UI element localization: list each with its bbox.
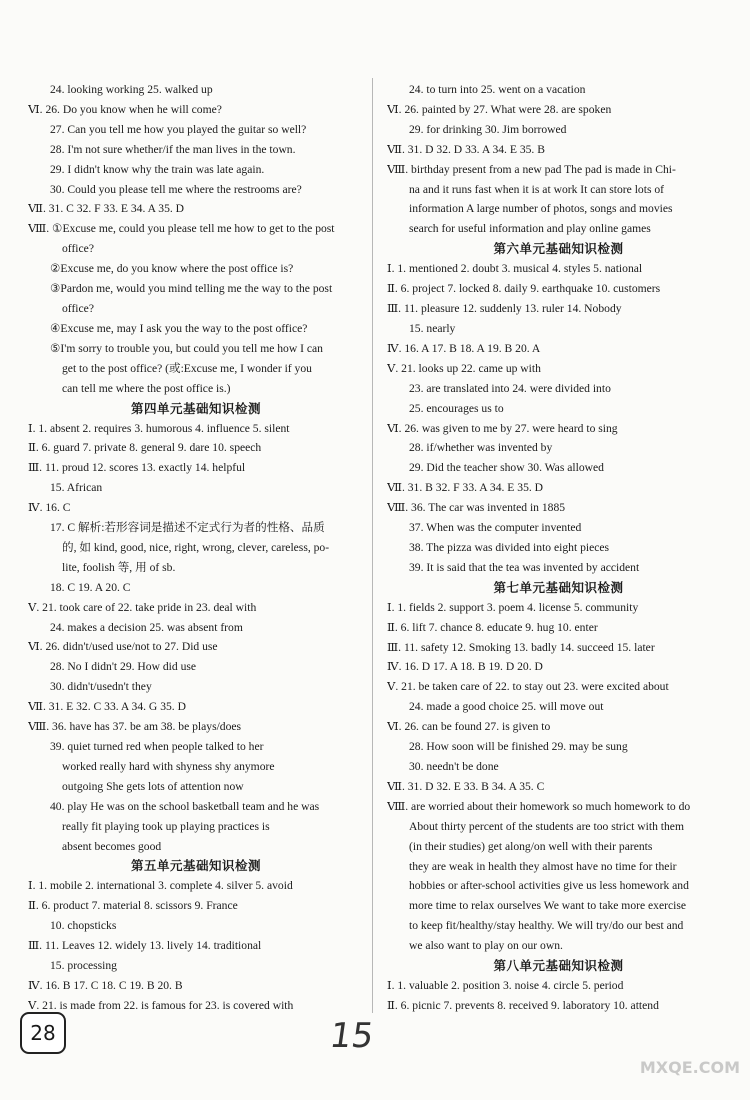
handwritten-mark: 15	[327, 1016, 377, 1056]
answer-line: 15. African	[50, 481, 103, 495]
answer-line: Ⅷ. are worried about their homework so much homework to do	[387, 799, 691, 813]
answer-line: Ⅳ. 16. B 17. C 18. C 19. B 20. B	[28, 978, 183, 992]
answer-line: to keep fit/healthy/stay healthy. We will try/do our best and	[409, 919, 684, 933]
answer-line: get to the post office? (或:Excuse me, I wonder if you	[62, 361, 312, 375]
answer-line: 17. C 解析:若形容词是描述不定式行为者的性格、品质	[50, 521, 325, 535]
answer-line: Ⅷ. birthday present from a new pad The pad is made in Chi-	[387, 162, 676, 176]
answer-line: Ⅶ. 31. D 32. E 33. B 34. A 35. C	[387, 779, 545, 793]
answer-line: Ⅰ. 1. fields 2. support 3. poem 4. license 5. community	[387, 600, 639, 614]
answer-line: 18. C 19. A 20. C	[50, 580, 131, 594]
left-answer-column	[28, 80, 364, 1016]
column-divider	[372, 78, 373, 1013]
section-heading: 第八单元基础知识检测	[493, 958, 624, 974]
answer-line: lite, foolish 等, 用 of sb.	[62, 560, 176, 574]
answer-line: 15. nearly	[409, 321, 456, 335]
answer-line: they are weak in health they almost have no time for their	[409, 859, 677, 873]
answer-line: ③Pardon me, would you mind telling me the way to the post	[50, 282, 333, 296]
answer-line: na and it runs fast when it is at work It can store lots of	[409, 182, 665, 196]
answer-line: we also want to play on our own.	[409, 939, 563, 953]
page-number-badge: 28	[20, 1012, 66, 1054]
answer-line: absent becomes good	[62, 839, 162, 853]
answer-line: 10. chopsticks	[50, 919, 117, 933]
answer-line: 30. Could you please tell me where the restrooms are?	[50, 182, 302, 196]
answer-line: Ⅱ. 6. product 7. material 8. scissors 9. France	[28, 899, 238, 913]
answer-line: 28. I'm not sure whether/if the man lives in the town.	[50, 142, 296, 156]
answer-line: Ⅷ. 36. The car was invented in 1885	[387, 501, 566, 515]
answer-line: can tell me where the post office is.)	[62, 381, 231, 395]
answer-line: Ⅲ. 11. Leaves 12. widely 13. lively 14. traditional	[28, 939, 262, 953]
answer-line: Ⅶ. 31. B 32. F 33. A 34. E 35. D	[387, 481, 544, 495]
answer-line: office?	[62, 242, 94, 256]
answer-line: information A large number of photos, songs and movies	[409, 202, 673, 216]
answer-line: 39. quiet turned red when people talked to her	[50, 740, 264, 753]
answer-line: ②Excuse me, do you know where the post office is?	[50, 262, 294, 276]
section-heading: 第四单元基础知识检测	[130, 400, 261, 416]
answer-line: Ⅶ. 31. E 32. C 33. A 34. G 35. D	[28, 700, 186, 714]
answer-line: 30. didn't/usedn't they	[50, 680, 152, 694]
answer-line: 39. It is said that the tea was invented by accident	[409, 560, 640, 574]
answer-line: 29. Did the teacher show 30. Was allowed	[409, 461, 604, 475]
answer-line: ④Excuse me, may I ask you the way to the post office?	[50, 321, 308, 335]
answer-line: 28. How soon will be finished 29. may be sung	[409, 740, 628, 754]
answer-line: Ⅷ. 36. have has 37. be am 38. be plays/does	[28, 720, 242, 734]
answer-line: Ⅰ. 1. absent 2. requires 3. humorous 4. influence 5. silent	[28, 421, 290, 435]
answer-line: Ⅳ. 16. D 17. A 18. B 19. D 20. D	[387, 660, 543, 674]
answer-line: Ⅱ. 6. guard 7. private 8. general 9. dare 10. speech	[28, 441, 262, 455]
answer-line: 28. if/whether was invented by	[409, 441, 553, 455]
answer-line: Ⅲ. 11. proud 12. scores 13. exactly 14. helpful	[28, 461, 246, 475]
answer-line: About thirty percent of the students are too strict with them	[409, 819, 684, 833]
answer-line: Ⅴ. 21. be taken care of 22. to stay out 23. were excited about	[387, 680, 669, 694]
answer-line: Ⅱ. 6. picnic 7. prevents 8. received 9. laboratory 10. attend	[387, 998, 659, 1012]
answer-line: 25. encourages us to	[409, 401, 504, 415]
answer-line: 24. made a good choice 25. will move out	[409, 700, 604, 714]
answer-line: worked really hard with shyness shy anymore	[62, 759, 275, 773]
answer-line: hobbies or after-school activities give us less homework and	[409, 879, 689, 893]
watermark-logo: MXQE.COM	[639, 1058, 740, 1077]
section-heading: 第六单元基础知识检测	[493, 241, 624, 257]
answer-line: Ⅳ. 16. C	[28, 501, 71, 515]
answer-line: Ⅳ. 16. A 17. B 18. A 19. B 20. A	[387, 341, 541, 355]
answer-line: 24. looking working 25. walked up	[50, 83, 213, 96]
answer-line: Ⅱ. 6. lift 7. chance 8. educate 9. hug 10. enter	[387, 620, 598, 634]
answer-line: Ⅰ. 1. mobile 2. international 3. complete 4. silver 5. avoid	[28, 879, 293, 893]
answer-line: 的, 如 kind, good, nice, right, wrong, clever, careless, po-	[62, 540, 330, 554]
answer-line: 23. are translated into 24. were divided into	[409, 381, 611, 395]
answer-line: 24. to turn into 25. went on a vacation	[409, 83, 586, 96]
answer-line: (in their studies) get along/on well with their parents	[409, 839, 653, 853]
answer-line: office?	[62, 301, 94, 315]
answer-line: ⑤I'm sorry to trouble you, but could you tell me how I can	[50, 341, 323, 355]
answer-line: Ⅶ. 31. D 32. D 33. A 34. E 35. B	[387, 142, 545, 156]
answer-line: more time to relax ourselves We want to take more exercise	[409, 899, 686, 913]
answer-line: 29. I didn't know why the train was late again.	[50, 162, 265, 176]
answer-line: Ⅵ. 26. Do you know when he will come?	[28, 102, 222, 116]
answer-line: Ⅴ. 21. looks up 22. came up with	[387, 361, 541, 375]
section-heading: 第七单元基础知识检测	[493, 579, 624, 595]
answer-line: Ⅱ. 6. project 7. locked 8. daily 9. earthquake 10. customers	[387, 282, 661, 296]
answer-line: really fit playing took up playing practices is	[62, 819, 270, 833]
answer-line: 24. makes a decision 25. was absent from	[50, 620, 243, 634]
answer-line: 40. play He was on the school basketball team and he was	[50, 799, 320, 813]
answer-line: Ⅵ. 26. didn't/used use/not to 27. Did use	[28, 640, 218, 654]
answer-line: Ⅵ. 26. was given to me by 27. were heard to sing	[387, 421, 618, 435]
answer-line: Ⅵ. 26. can be found 27. is given to	[387, 720, 551, 734]
answer-line: outgoing She gets lots of attention now	[62, 779, 244, 793]
answer-line: Ⅰ. 1. valuable 2. position 3. noise 4. circle 5. period	[387, 979, 624, 993]
answer-line: Ⅲ. 11. safety 12. Smoking 13. badly 14. succeed 15. later	[387, 640, 655, 654]
answer-line: Ⅶ. 31. C 32. F 33. E 34. A 35. D	[28, 202, 185, 216]
right-answer-column	[387, 80, 730, 1016]
answer-line: Ⅴ. 21. is made from 22. is famous for 23. is covered with	[28, 998, 294, 1012]
answer-line: Ⅷ. ①Excuse me, could you please tell me how to get to the post	[28, 222, 335, 236]
answer-line: Ⅵ. 26. painted by 27. What were 28. are spoken	[387, 102, 612, 116]
answer-line: Ⅰ. 1. mentioned 2. doubt 3. musical 4. styles 5. national	[387, 262, 643, 276]
answer-line: 30. needn't be done	[409, 760, 499, 773]
section-heading: 第五单元基础知识检测	[130, 858, 261, 874]
answer-line: Ⅴ. 21. took care of 22. take pride in 23. deal with	[28, 600, 257, 614]
answer-line: 38. The pizza was divided into eight pieces	[409, 540, 610, 554]
answer-line: 37. When was the computer invented	[409, 521, 582, 535]
answer-line: 15. processing	[50, 959, 117, 973]
answer-line: 28. No I didn't 29. How did use	[50, 660, 197, 674]
answer-line: 27. Can you tell me how you played the guitar so well?	[50, 122, 307, 136]
answer-line: 29. for drinking 30. Jim borrowed	[409, 122, 567, 136]
answer-line: search for useful information and play online games	[409, 222, 651, 236]
answer-line: Ⅲ. 11. pleasure 12. suddenly 13. ruler 14. Nobody	[387, 302, 622, 316]
